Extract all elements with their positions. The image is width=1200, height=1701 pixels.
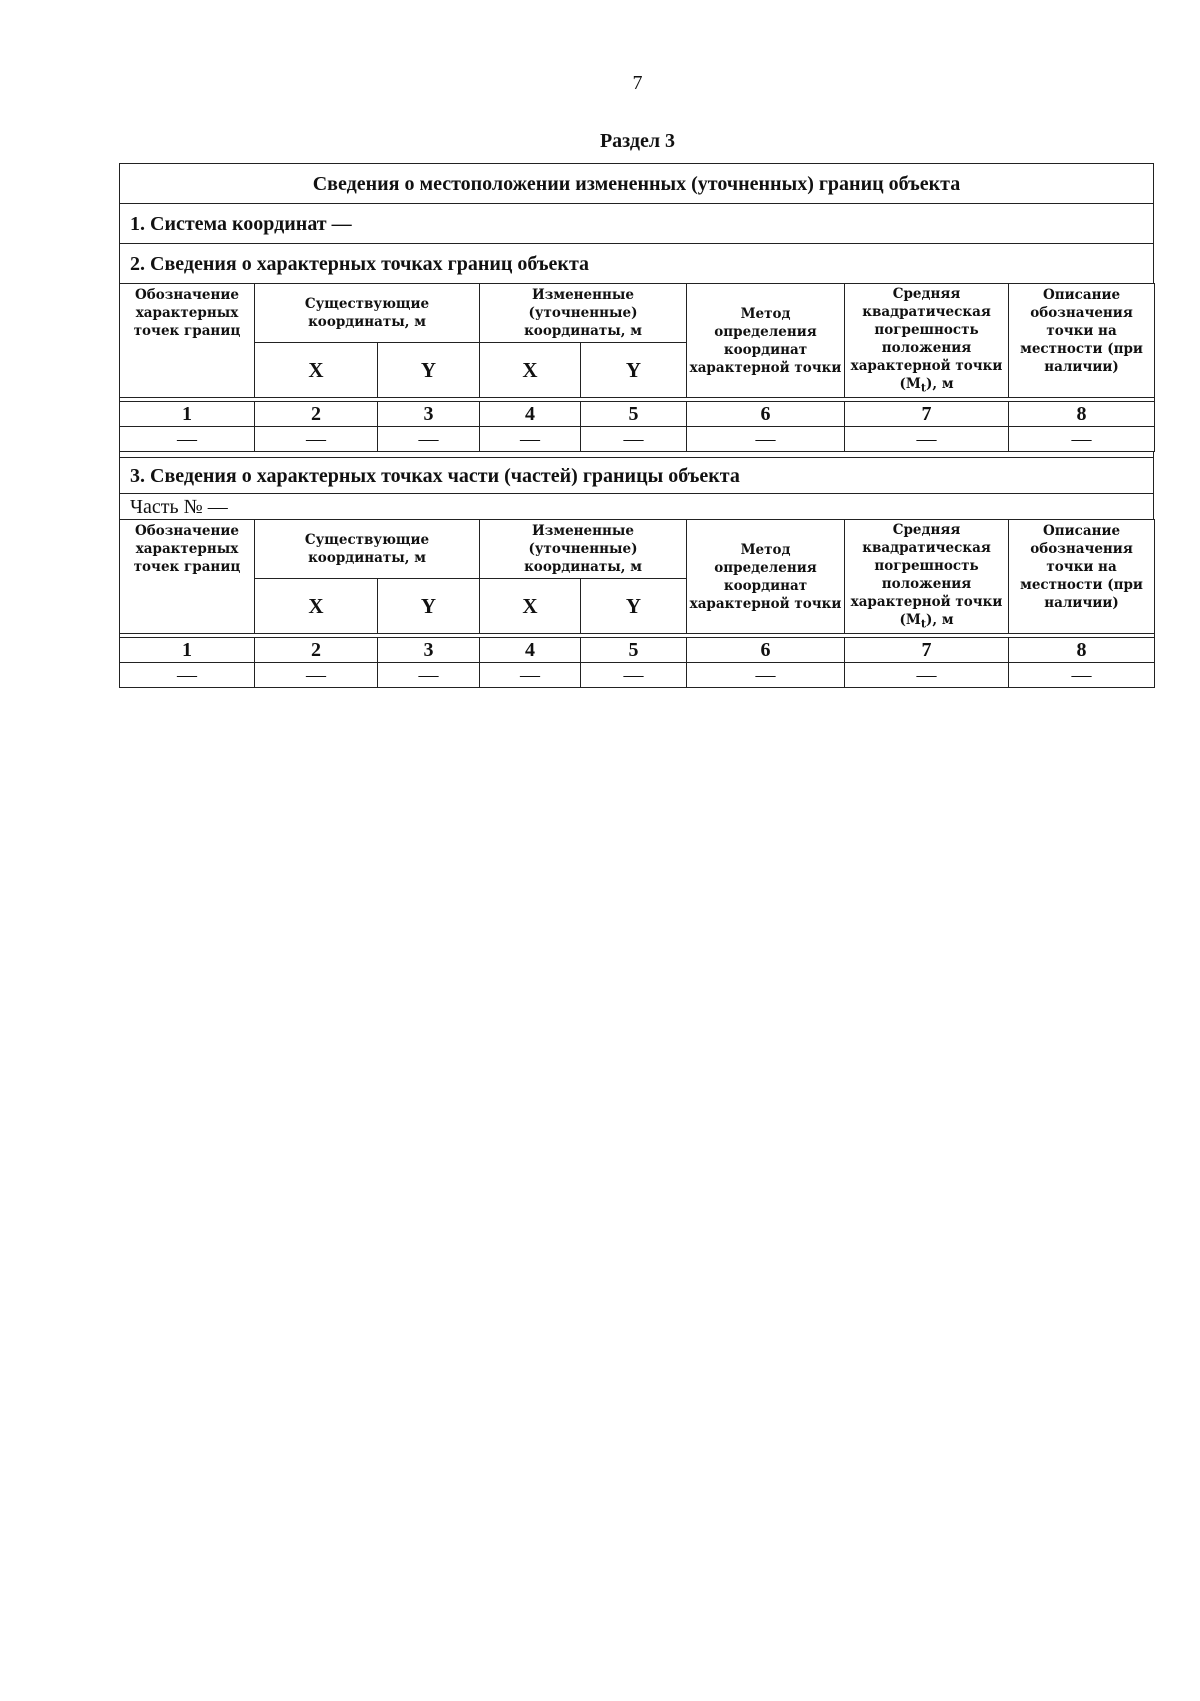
boundary-form	[119, 163, 1154, 688]
table-cell: —	[581, 663, 687, 688]
table-cell: —	[581, 427, 687, 452]
header-method: Метод определения координат характерной точки	[687, 284, 845, 398]
column-number: 5	[581, 402, 687, 427]
table-cell: —	[845, 427, 1009, 452]
part-points-table	[119, 519, 1155, 688]
table-row	[120, 427, 1155, 452]
table-cell: —	[120, 663, 255, 688]
table-cell: —	[1009, 427, 1155, 452]
page-number: 7	[632, 72, 643, 94]
column-number: 3	[378, 638, 480, 663]
header-error	[845, 284, 1009, 398]
table-cell: —	[378, 427, 480, 452]
header-existing-y: Y	[378, 343, 480, 398]
main-heading: Сведения о местоположении измененных (уточненных) границ объекта	[119, 163, 1154, 203]
column-number: 1	[120, 402, 255, 427]
table-cell: —	[255, 427, 378, 452]
header-existing: Существующие координаты, м	[255, 284, 480, 343]
block3-title: 3. Сведения о характерных точках части (частей) границы объекта	[119, 457, 1154, 493]
header-existing-x: X	[255, 343, 378, 398]
header-error-subscript: t	[920, 616, 927, 631]
header-designation: Обозначение характерных точек границ	[120, 520, 255, 634]
table-cell: —	[480, 427, 581, 452]
section-title: Раздел 3	[599, 130, 676, 152]
column-number: 5	[581, 638, 687, 663]
header-description: Описание обозначения точки на местности (при наличии)	[1009, 284, 1155, 398]
block2-title: 2. Сведения о характерных точках границ объекта	[119, 243, 1154, 283]
column-number: 4	[480, 638, 581, 663]
header-changed-y: Y	[581, 579, 687, 634]
part-label: Часть № —	[119, 493, 1154, 519]
table-cell: —	[687, 427, 845, 452]
header-error-text: Средняя квадратическая погрешность положения характерной точки (M	[850, 285, 1003, 392]
header-changed: Измененные (уточненные) координаты, м	[480, 284, 687, 343]
header-changed-y: Y	[581, 343, 687, 398]
coordinate-system: 1. Система координат —	[119, 203, 1154, 243]
header-method: Метод определения координат характерной точки	[687, 520, 845, 634]
column-number: 1	[120, 638, 255, 663]
column-number: 2	[255, 638, 378, 663]
column-number: 6	[687, 402, 845, 427]
table-cell: —	[255, 663, 378, 688]
header-description: Описание обозначения точки на местности (при наличии)	[1009, 520, 1155, 634]
header-error	[845, 520, 1009, 634]
table-cell: —	[845, 663, 1009, 688]
column-number: 2	[255, 402, 378, 427]
header-changed: Измененные (уточненные) координаты, м	[480, 520, 687, 579]
table-row	[120, 663, 1155, 688]
header-error-subscript: t	[920, 380, 927, 395]
header-existing-x: X	[255, 579, 378, 634]
column-number: 6	[687, 638, 845, 663]
column-number: 8	[1009, 402, 1155, 427]
table-cell: —	[687, 663, 845, 688]
column-number: 7	[845, 638, 1009, 663]
column-number: 4	[480, 402, 581, 427]
table-cell: —	[480, 663, 581, 688]
header-error-unit: ), м	[926, 611, 954, 628]
table-cell: —	[378, 663, 480, 688]
header-existing: Существующие координаты, м	[255, 520, 480, 579]
header-existing-y: Y	[378, 579, 480, 634]
header-error-text: Средняя квадратическая погрешность положения характерной точки (M	[850, 521, 1003, 628]
header-changed-x: X	[480, 579, 581, 634]
header-changed-x: X	[480, 343, 581, 398]
header-designation: Обозначение характерных точек границ	[120, 284, 255, 398]
header-error-unit: ), м	[926, 375, 954, 392]
column-number: 3	[378, 402, 480, 427]
column-number: 7	[845, 402, 1009, 427]
boundary-points-table	[119, 283, 1155, 452]
column-number: 8	[1009, 638, 1155, 663]
table-cell: —	[120, 427, 255, 452]
table-cell: —	[1009, 663, 1155, 688]
